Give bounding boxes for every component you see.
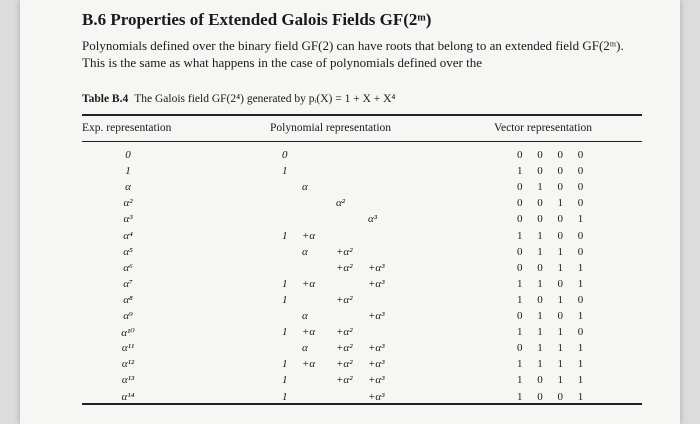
poly-term-cell: +α² [336, 326, 353, 339]
table-row [20, 165, 680, 181]
poly-term-cell: +α [302, 229, 316, 242]
header-poly: Polynomial representation [270, 122, 392, 134]
exp-cell: α⁶ [123, 261, 133, 274]
poly-term-cell: +α [302, 358, 316, 371]
exp-cell: α¹¹ [121, 342, 135, 355]
poly-term-cell: 0 [282, 149, 288, 161]
exp-cell: α¹³ [121, 374, 135, 387]
poly-term-cell: +α² [336, 342, 353, 355]
vector-cell: 0 1 1 0 [517, 245, 590, 258]
poly-term-cell: +α³ [368, 358, 385, 371]
poly-term-cell: α² [336, 197, 346, 210]
table-header-rule [82, 141, 642, 142]
poly-term-cell: α [302, 245, 308, 258]
poly-term-cell: +α [302, 326, 316, 339]
vector-cell: 0 1 0 1 [517, 310, 590, 322]
poly-term-cell: 1 [282, 326, 288, 339]
header-vec: Vector representation [494, 122, 593, 134]
exp-cell: α⁸ [123, 293, 133, 306]
poly-term-cell: +α³ [368, 261, 385, 274]
vector-cell: 1 1 0 0 [517, 229, 590, 242]
table-top-rule [82, 114, 642, 116]
exp-cell: α¹⁴ [121, 390, 135, 403]
table-row [20, 246, 680, 262]
poly-term-cell: +α² [336, 245, 353, 258]
exp-cell: α⁹ [123, 310, 133, 322]
table-bottom-rule [82, 403, 642, 405]
section-heading: B.6 Properties of Extended Galois Fields GF(2ᵐ) [82, 10, 432, 29]
poly-term-cell: +α² [336, 374, 353, 387]
table-caption-label: Table B.4 [82, 93, 129, 105]
poly-term-cell: α [302, 310, 308, 322]
poly-term-cell: 1 [282, 390, 288, 403]
table-row [20, 149, 680, 165]
exp-cell: α⁴ [123, 229, 133, 242]
poly-term-cell: +α² [336, 261, 353, 274]
poly-term-cell: +α³ [368, 342, 385, 355]
exp-cell: α³ [123, 213, 133, 226]
vector-cell: 1 0 0 0 [517, 165, 590, 178]
table-row [20, 278, 680, 294]
poly-term-cell: 1 [282, 277, 288, 290]
poly-term-cell: +α² [336, 358, 353, 371]
vector-cell: 0 1 1 1 [517, 342, 590, 355]
poly-term-cell: α [302, 181, 308, 194]
table-row [20, 342, 680, 358]
poly-term-cell: +α³ [368, 374, 385, 387]
exp-cell: 1 [125, 165, 131, 178]
poly-term-cell: α [302, 342, 308, 355]
poly-term-cell: 1 [282, 229, 288, 242]
table-row [20, 294, 680, 310]
vector-cell: 0 0 0 1 [517, 213, 590, 226]
vector-cell: 0 0 1 1 [517, 261, 590, 274]
poly-term-cell: 1 [282, 293, 288, 306]
exp-cell: α¹⁰ [121, 327, 135, 340]
poly-term-cell: +α³ [368, 277, 385, 290]
exp-cell: 0 [125, 149, 131, 161]
vector-cell: 1 1 1 1 [517, 358, 590, 371]
header-exp: Exp. representation [82, 122, 172, 134]
exp-cell: α [125, 181, 131, 194]
exp-cell: α⁷ [123, 277, 133, 290]
poly-term-cell: +α³ [368, 310, 385, 322]
poly-term-cell: 1 [282, 358, 288, 371]
vector-cell: 1 0 1 1 [517, 374, 590, 387]
poly-term-cell: 1 [282, 374, 288, 387]
exp-cell: α⁵ [123, 245, 133, 258]
vector-cell: 1 1 0 1 [517, 277, 590, 290]
table-row [20, 262, 680, 278]
table-row [20, 213, 680, 229]
poly-term-cell: +α² [336, 293, 353, 306]
table-row [20, 326, 680, 342]
vector-cell: 0 0 0 0 [517, 149, 590, 161]
poly-term-cell: +α [302, 277, 316, 290]
intro-paragraph: Polynomials defined over the binary field GF(2) can have roots that belong to an extended field GF(2ᵐ). This is the same as what happens in the case of polynomials defined over the [82, 38, 624, 70]
vector-cell: 1 0 1 0 [517, 293, 590, 306]
table-row [20, 374, 680, 390]
table-row [20, 181, 680, 197]
poly-term-cell: α³ [368, 213, 378, 226]
poly-term-cell: 1 [282, 165, 288, 178]
vector-cell: 0 0 1 0 [517, 197, 590, 210]
table-row [20, 358, 680, 374]
table-caption [82, 93, 395, 105]
table-row [20, 230, 680, 246]
table-caption-text: The Galois field GF(2⁴) generated by pᵢ(X) = 1 + X + X⁴ [134, 93, 396, 105]
table-row [20, 197, 680, 213]
table-row [20, 310, 680, 326]
exp-cell: α² [123, 197, 133, 210]
book-page [20, 0, 680, 424]
vector-cell: 1 1 1 0 [517, 326, 590, 339]
vector-cell: 1 0 0 1 [517, 390, 590, 403]
vector-cell: 0 1 0 0 [517, 181, 590, 194]
poly-term-cell: +α³ [368, 390, 385, 403]
exp-cell: α¹² [121, 358, 135, 371]
